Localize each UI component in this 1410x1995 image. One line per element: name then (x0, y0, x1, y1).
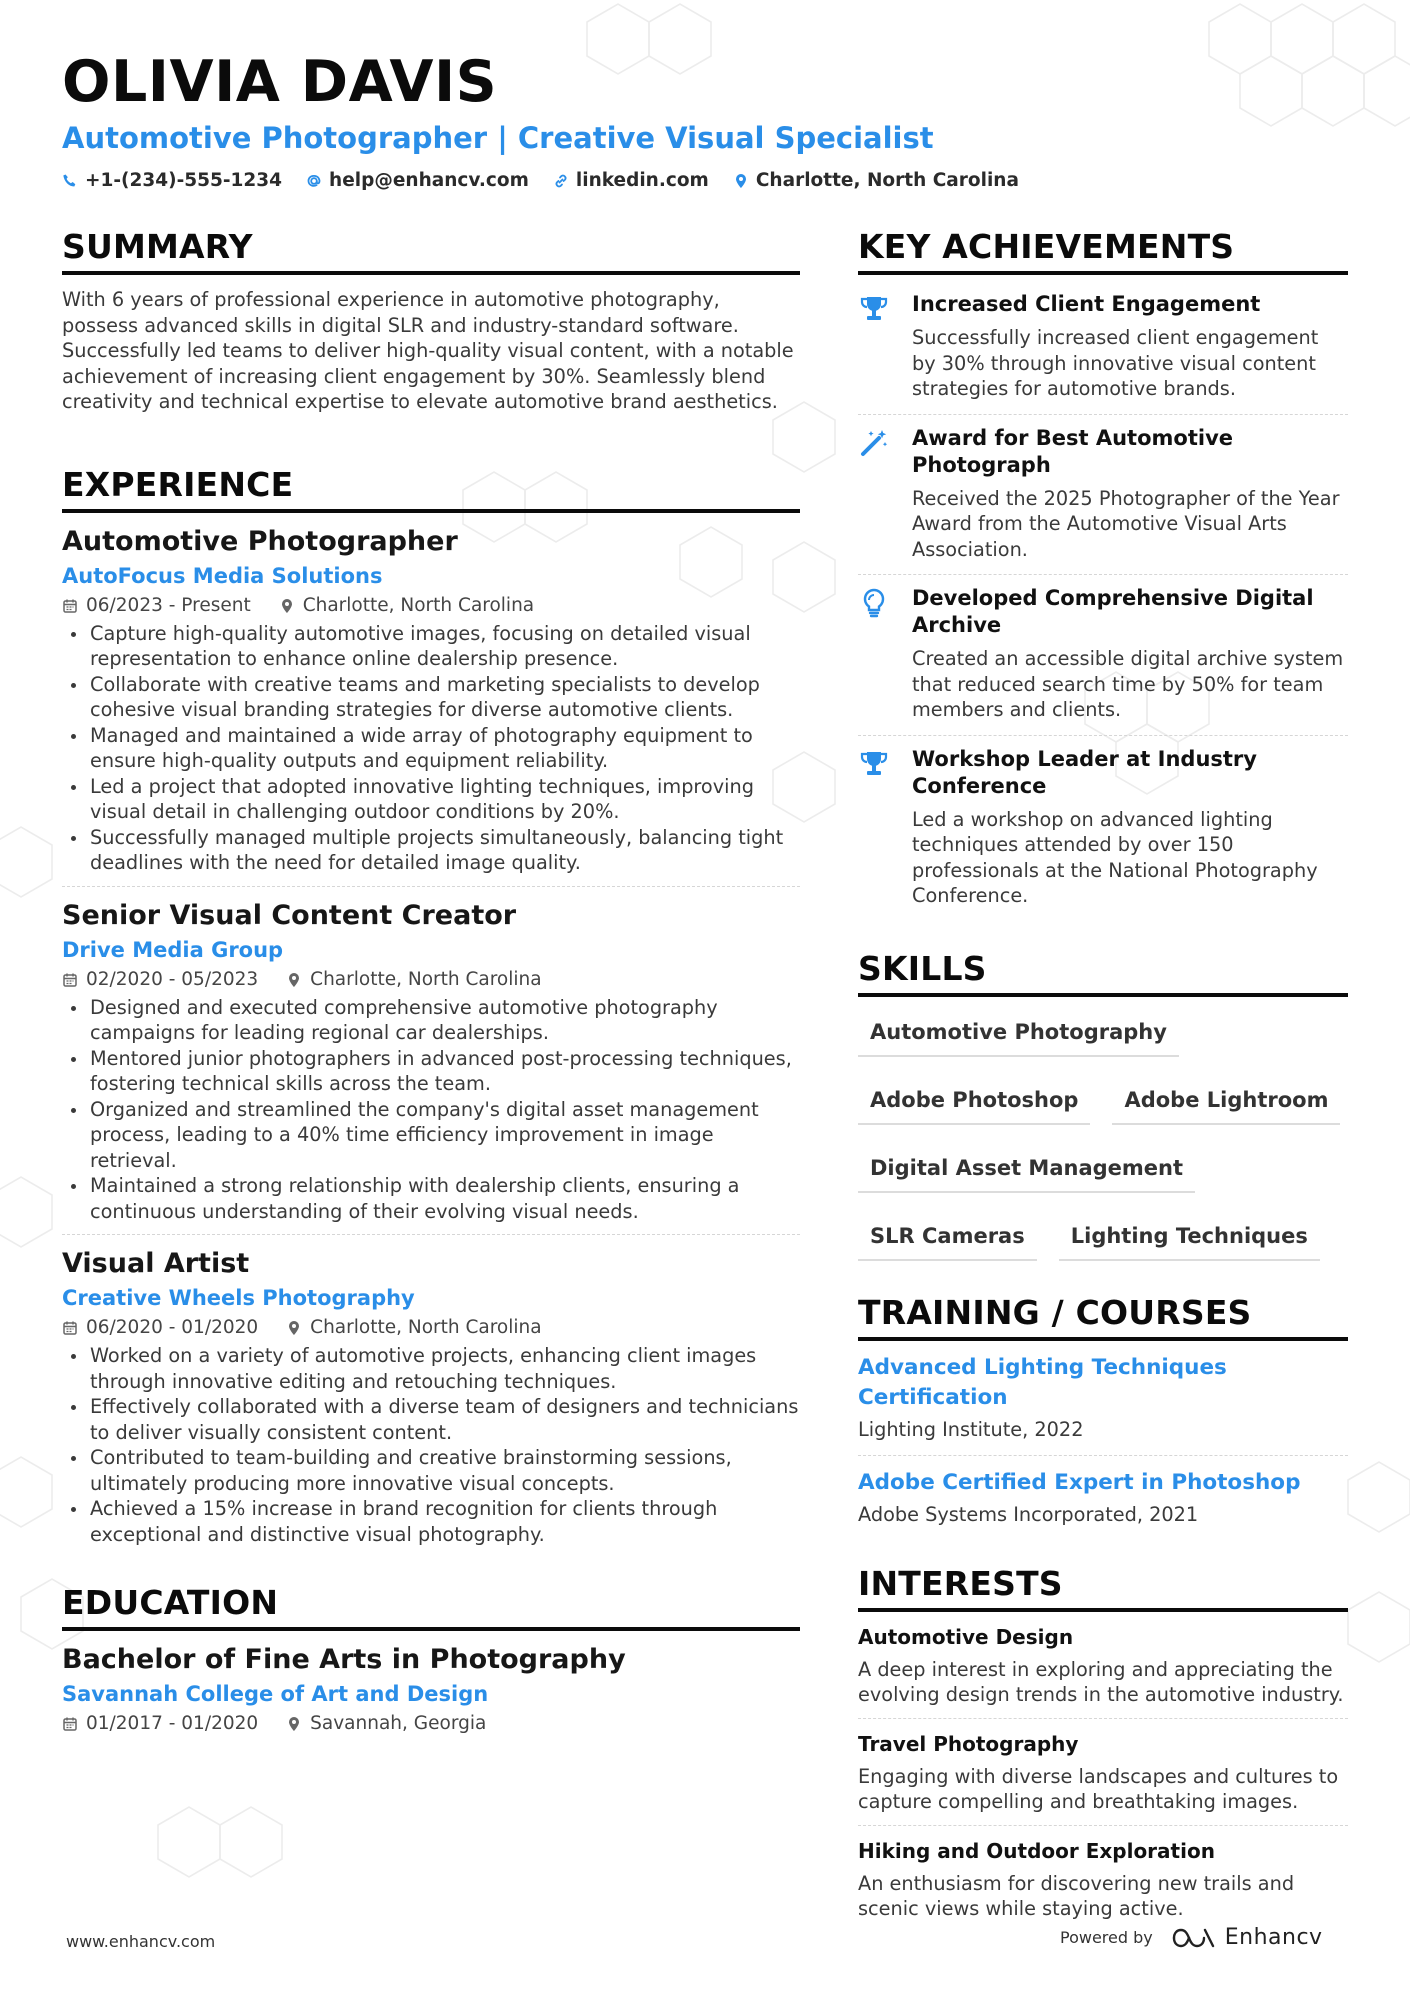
achievement-item (858, 415, 1348, 576)
job-role: Visual Artist (62, 1248, 250, 1279)
summary-text: With 6 years of professional experience in automotive photography, possess advanced skills in digital SLR and industry-standard software. Successfully led teams to deliver high-quality visual content, with a notable achievement of increasing client engagement by 30%. Seamlessly blend creativity and technical expertise to elevate automotive brand aesthetics. (62, 288, 794, 413)
job-bullet: Contributed to team-building and creative brainstorming sessions, ultimately producing more innovative visual concepts. (62, 1445, 800, 1496)
interest-item (858, 1719, 1348, 1826)
candidate-title: Automotive Photographer | Creative Visual Specialist (62, 121, 934, 155)
magic-wand-icon (858, 425, 894, 563)
job-bullet: Capture high-quality automotive images, focusing on detailed visual representation to enhance online dealership presence. (62, 621, 800, 672)
achievement-desc: Received the 2025 Photographer of the Year Award from the Automotive Visual Arts Association. (912, 486, 1340, 561)
location-pin-icon (286, 1716, 302, 1732)
enhancv-logo[interactable] (1171, 1925, 1323, 1950)
skill-tag: Adobe Lightroom (1112, 1081, 1340, 1125)
job-meta (62, 593, 800, 619)
achievement-item (858, 736, 1348, 921)
job-location (286, 1315, 541, 1341)
course-org: Lighting Institute, 2022 (858, 1417, 1084, 1441)
calendar-icon (62, 1320, 78, 1336)
contact-bar (62, 170, 1019, 191)
job-bullets (62, 1343, 800, 1547)
contact-linkedin[interactable] (553, 170, 709, 191)
trophy-icon (858, 291, 894, 402)
interest-title: Travel Photography (858, 1731, 1079, 1756)
training-section (858, 1291, 1348, 1540)
school[interactable]: Savannah College of Art and Design (62, 1682, 489, 1706)
achievement-body (912, 291, 1348, 402)
skills-list (858, 997, 1348, 1261)
job-dates-text: 02/2020 - 05/2023 (86, 968, 259, 990)
interests-section (858, 1562, 1348, 1932)
skill-tag: SLR Cameras (858, 1217, 1037, 1261)
location-text: Charlotte, North Carolina (755, 170, 1019, 191)
job-bullet: Managed and maintained a wide array of photography equipment to ensure high-quality outputs and equipment reliability. (62, 723, 800, 774)
education-entry (62, 1641, 800, 1749)
job-meta (62, 967, 800, 993)
job-company[interactable]: AutoFocus Media Solutions (62, 563, 383, 588)
achievement-title: Workshop Leader at Industry Conference (912, 746, 1257, 798)
phone-icon (62, 173, 78, 189)
achievement-title: Developed Comprehensive Digital Archive (912, 586, 1314, 637)
achievement-desc: Successfully increased client engagement by 30% through innovative visual content strategies for automotive brands. (912, 326, 1319, 400)
achievements-section (858, 225, 1348, 921)
job-location (286, 967, 541, 993)
job-bullet: Effectively collaborated with a diverse team of designers and technicians to deliver visually consistent content. (62, 1394, 800, 1445)
trophy-icon (858, 746, 894, 909)
interests-heading: INTERESTS (858, 1562, 1348, 1612)
contact-email[interactable] (306, 170, 529, 191)
location-pin-icon (733, 173, 749, 189)
experience-heading: EXPERIENCE (62, 463, 800, 513)
skill-tag: Lighting Techniques (1059, 1217, 1320, 1261)
location-pin-icon (279, 598, 295, 614)
job-dates (62, 967, 258, 993)
education-location (286, 1711, 486, 1737)
lightbulb-icon (858, 585, 894, 723)
enhancv-logo-mark-icon (1171, 1926, 1217, 1950)
course-item (858, 1456, 1348, 1540)
education-section (62, 1581, 800, 1749)
achievement-body (912, 585, 1348, 723)
achievement-title: Award for Best Automotive Photograph (912, 425, 1233, 477)
achievement-desc: Led a workshop on advanced lighting techniques attended by over 150 professionals at the National Photography Conference. (912, 807, 1318, 907)
course-item (858, 1341, 1348, 1456)
interest-item (858, 1612, 1348, 1719)
job-location-text: Charlotte, North Carolina (310, 968, 542, 990)
right-column (858, 225, 1348, 1932)
education-location-text: Savannah, Georgia (310, 1713, 487, 1734)
location-pin-icon (286, 972, 302, 988)
left-column (62, 225, 800, 1749)
job-role: Senior Visual Content Creator (62, 899, 517, 931)
calendar-icon (62, 598, 78, 614)
link-icon (553, 173, 569, 189)
linkedin-text: linkedin.com (575, 170, 709, 191)
skill-tag: Adobe Photoshop (858, 1081, 1090, 1125)
at-sign-icon (306, 173, 322, 189)
brand-name: Enhancv (1224, 1925, 1323, 1950)
hex-cluster-top (587, 4, 1410, 126)
job-location-text: Charlotte, North Carolina (310, 1317, 542, 1338)
summary-section (62, 225, 800, 415)
achievement-item (858, 575, 1348, 736)
job-dates-text: 06/2023 - Present (86, 594, 251, 616)
interest-desc: An enthusiasm for discovering new trails and scenic views while staying active. (858, 1871, 1295, 1920)
powered-by-text: Powered by (1060, 1928, 1153, 1947)
job-bullets (62, 995, 800, 1225)
achievement-desc: Created an accessible digital archive system that reduced search time by 50% for team members and clients. (912, 647, 1344, 721)
education-dates (62, 1711, 258, 1737)
interest-title: Automotive Design (858, 1624, 1074, 1649)
achievement-body (912, 746, 1348, 909)
education-meta (62, 1711, 800, 1737)
course-title[interactable]: Advanced Lighting Techniques Certification (858, 1354, 1227, 1410)
skills-heading: SKILLS (858, 947, 1348, 997)
achievement-item (858, 281, 1348, 415)
job-bullet: Designed and executed comprehensive automotive photography campaigns for leading regional car dealerships. (62, 995, 800, 1046)
course-title[interactable]: Adobe Certified Expert in Photoshop (858, 1469, 1301, 1495)
job-company[interactable]: Drive Media Group (62, 937, 284, 962)
skill-tag: Digital Asset Management (858, 1149, 1195, 1193)
job-bullet: Worked on a variety of automotive projects, enhancing client images through innovative editing and retouching techniques. (62, 1343, 800, 1394)
phone-text: +1-(234)-555-1234 (85, 170, 283, 191)
job-location (279, 593, 534, 619)
job-dates (62, 1315, 258, 1341)
education-heading: EDUCATION (62, 1581, 800, 1631)
achievement-body (912, 425, 1348, 563)
job-dates (62, 593, 251, 619)
skills-section (858, 947, 1348, 1261)
location-pin-icon (286, 1320, 302, 1336)
candidate-name: OLIVIA DAVIS (62, 49, 498, 115)
degree: Bachelor of Fine Arts in Photography (62, 1644, 626, 1675)
training-heading: TRAINING / COURSES (858, 1291, 1348, 1341)
job-bullet: Successfully managed multiple projects simultaneously, balancing tight deadlines with the need for detailed image quality. (62, 825, 800, 876)
job-bullets (62, 621, 800, 876)
email-text: help@enhancv.com (329, 170, 529, 191)
job-location-text: Charlotte, North Carolina (302, 594, 535, 616)
job-bullet: Achieved a 15% increase in brand recognition for clients through exceptional and distinctive visual photography. (62, 1496, 800, 1547)
contact-phone[interactable] (62, 170, 282, 191)
interest-item (858, 1826, 1348, 1932)
contact-location (733, 170, 1019, 191)
education-dates-text: 01/2017 - 01/2020 (86, 1713, 259, 1734)
interest-desc: Engaging with diverse landscapes and cultures to capture compelling and breathtaking images. (858, 1764, 1339, 1813)
job-meta (62, 1315, 800, 1341)
job-role: Automotive Photographer (62, 525, 458, 557)
interest-title: Hiking and Outdoor Exploration (858, 1838, 1215, 1863)
calendar-icon (62, 1716, 78, 1732)
job-bullet: Collaborate with creative teams and marketing specialists to develop cohesive visual branding strategies for diverse automotive clients. (62, 672, 800, 723)
job-bullet: Organized and streamlined the company's digital asset management process, leading to a 40% time efficiency improvement in image retrieval. (62, 1097, 800, 1174)
skill-tag: Automotive Photography (858, 1013, 1179, 1057)
job-bullet: Maintained a strong relationship with dealership clients, ensuring a continuous understanding of their evolving visual needs. (62, 1173, 800, 1224)
interest-desc: A deep interest in exploring and appreciating the evolving design trends in the automotive industry. (858, 1657, 1344, 1706)
experience-entry (62, 1245, 800, 1557)
footer-website[interactable]: www.enhancv.com (66, 1932, 216, 1951)
achievement-title: Increased Client Engagement (912, 292, 1261, 316)
job-dates-text: 06/2020 - 01/2020 (86, 1317, 259, 1338)
calendar-icon (62, 972, 78, 988)
experience-section (62, 463, 800, 1558)
job-company[interactable]: Creative Wheels Photography (62, 1286, 415, 1310)
job-bullet: Led a project that adopted innovative lighting techniques, improving visual detail in challenging outdoor conditions by 20%. (62, 774, 800, 825)
experience-entry (62, 523, 800, 887)
footer-branding (1060, 1925, 1323, 1950)
summary-heading: SUMMARY (62, 225, 800, 275)
course-org: Adobe Systems Incorporated, 2021 (858, 1502, 1199, 1526)
achievements-heading: KEY ACHIEVEMENTS (858, 225, 1348, 275)
job-bullet: Mentored junior photographers in advanced post-processing techniques, fostering technical skills across the team. (62, 1046, 800, 1097)
experience-entry (62, 897, 800, 1236)
